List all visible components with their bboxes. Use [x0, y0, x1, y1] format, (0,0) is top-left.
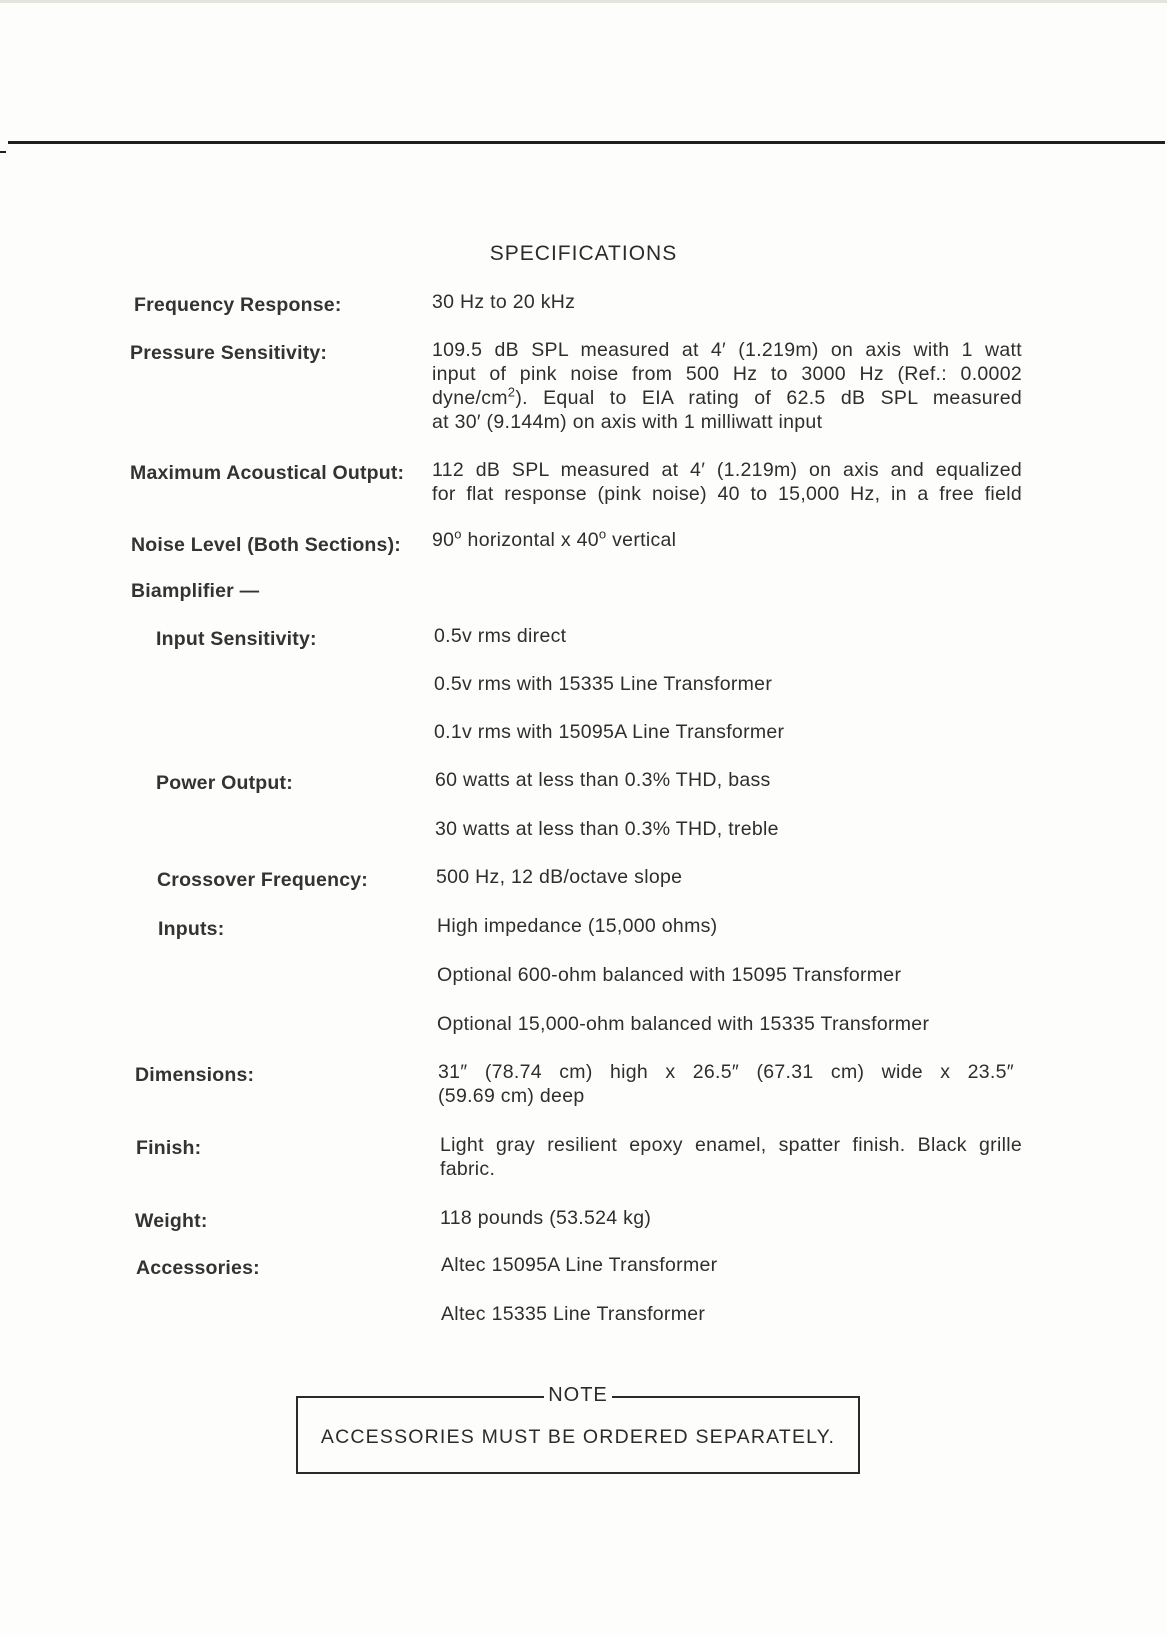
page-top-edge	[0, 0, 1167, 3]
spec-value-line	[432, 386, 1022, 410]
spec-value-line: 31″ (78.74 cm) high x 26.5″ (67.31 cm) wide x 23.5″	[438, 1061, 1014, 1083]
spec-label: Finish:	[136, 1137, 202, 1159]
spec-label: Frequency Response:	[134, 294, 342, 316]
page-title	[0, 242, 1167, 266]
spec-value-line: Optional 15,000-ohm balanced with 15335 Transformer	[437, 1013, 930, 1035]
header-rule	[8, 141, 1165, 144]
spec-value-line: at 30′ (9.144m) on axis with 1 milliwatt input	[432, 411, 823, 433]
spec-value-line: fabric.	[440, 1158, 496, 1180]
superscript: o	[454, 526, 462, 542]
spec-value-line: 112 dB SPL measured at 4′ (1.219m) on axis and equalized	[432, 459, 1022, 481]
spec-value-line: 0.1v rms with 15095A Line Transformer	[434, 721, 785, 743]
note-box	[296, 1384, 860, 1474]
spec-value	[437, 914, 1027, 1036]
note-text: ACCESSORIES MUST BE ORDERED SEPARATELY.	[320, 1426, 836, 1448]
spec-value-line: 30 Hz to 20 kHz	[432, 291, 576, 313]
note-title-text: NOTE	[544, 1384, 612, 1406]
spec-text-part: vertical	[606, 529, 677, 551]
spec-value-line: input of pink noise from 500 Hz to 3000 Hz (Ref.: 0.0002	[432, 363, 1022, 385]
spec-value	[432, 290, 1022, 314]
spec-value-line	[432, 528, 1022, 552]
spec-value-line: 0.5v rms with 15335 Line Transformer	[434, 673, 773, 695]
superscript: o	[598, 526, 607, 542]
spec-value-line: 30 watts at less than 0.3% THD, treble	[435, 818, 779, 840]
spec-value	[438, 1060, 1014, 1108]
spec-label: Maximum Acoustical Output:	[130, 462, 405, 484]
spec-value-line: 60 watts at less than 0.3% THD, bass	[435, 769, 771, 791]
spec-value-line: Optional 600-ohm balanced with 15095 Transformer	[437, 964, 902, 986]
spec-label: Dimensions:	[135, 1064, 255, 1086]
spec-label: Crossover Frequency:	[157, 869, 368, 891]
spec-value	[435, 768, 1025, 841]
spec-label: Noise Level (Both Sections):	[131, 534, 401, 556]
spec-label: Accessories:	[136, 1257, 260, 1279]
spec-value	[440, 1133, 1022, 1181]
spec-text-part: 90	[432, 529, 455, 551]
spec-value-line: 0.5v rms direct	[434, 625, 567, 647]
spec-value-line: 500 Hz, 12 dB/octave slope	[436, 866, 683, 888]
page-title-text: SPECIFICATIONS	[489, 242, 678, 265]
spec-value-line: Altec 15335 Line Transformer	[441, 1303, 706, 1325]
spec-label: Input Sensitivity:	[156, 628, 317, 650]
spec-value-line: (59.69 cm) deep	[438, 1085, 585, 1107]
spec-value-line: Altec 15095A Line Transformer	[441, 1254, 718, 1276]
superscript: 2	[507, 384, 516, 400]
spec-value-line: High impedance (15,000 ohms)	[437, 915, 718, 937]
spec-label: Pressure Sensitivity:	[130, 342, 328, 364]
spec-label: Inputs:	[158, 918, 225, 940]
note-title	[298, 1384, 858, 1407]
spec-value-line: Light gray resilient epoxy enamel, spatter finish. Black grille	[440, 1134, 1022, 1156]
spec-value	[441, 1253, 1031, 1326]
spec-value	[432, 458, 1022, 506]
spec-value-line: 118 pounds (53.524 kg)	[440, 1207, 652, 1229]
spec-text-part: ). Equal to EIA rating of 62.5 dB SPL measured	[515, 387, 1022, 409]
spec-value	[440, 1206, 1030, 1230]
spec-text-part: dyne/cm	[432, 387, 508, 409]
spec-value	[436, 865, 1026, 889]
spec-text-part: horizontal x 40	[461, 529, 599, 551]
rule-tick	[0, 151, 6, 153]
spec-value	[432, 528, 1022, 552]
spec-label: Weight:	[135, 1210, 208, 1232]
spec-value-line: for flat response (pink noise) 40 to 15,000 Hz, in a free field	[432, 483, 1022, 505]
spec-value	[432, 338, 1022, 434]
spec-value-line: 109.5 dB SPL measured at 4′ (1.219m) on axis with 1 watt	[432, 339, 1022, 361]
spec-label: Power Output:	[156, 772, 293, 794]
spec-value	[434, 624, 1024, 744]
spec-label: Biamplifier —	[131, 580, 260, 602]
